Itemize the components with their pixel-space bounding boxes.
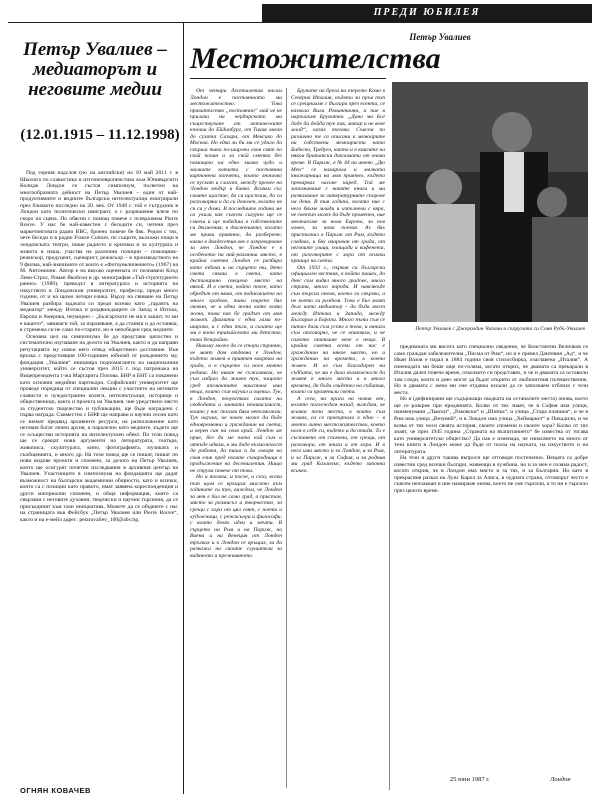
section-header: ПРЕДИ ЮБИЛЕЯ xyxy=(262,4,592,22)
main-column-1-paragraph: Никому може да се стори странно, че моят дом отдавна е Лондон, където живея в приятен квартал на града, а в сърцето си нося моята родина. Но никак не съжалявам, че съм избрал да живея тук, защото сред англичаните наистина има неща, които съм научил и оценил. Тук, в Лондон, почувствах силата на свободата и личната независимост, които у нас тогава бяха невъзможни. Тук научих, че човек може да бъде едновременно и гражданин на света, и верен син на своя край. Лондон ме прие, без да ме пита кой съм и откъде идвам, и ми даде възможност да работя, да пиша и да говоря на своя език пред своите сънародници в продължение на десетилетия. Нищо не струва повече от това. xyxy=(190,343,282,474)
left-article-title: Петър Увалиев – медиаторът и неговите медии xyxy=(23,39,167,100)
main-article-title: Местожителства xyxy=(190,42,441,75)
left-column-rule xyxy=(183,22,184,794)
main-column-1-paragraph: Но и тогава, и после, и сега, всеки път щом се връщам мислено към годините си тук, виждам, че Лондон за мен е бил не само град, а пристан, място за размисъл и творчество, за срещи с хора от цял свят, с поети и художници, с режисьори и философи, с които делях идеи и мечти. В сърцето на Рим и на Париж, на Виена и на Венеция от Лондон тръгвах и в Лондон се връщах, за да разкажа на своите слушатели за видяното и преживяното. xyxy=(190,474,282,559)
article-location: Лондон xyxy=(550,776,571,783)
left-article-paragraph: Под горния надслов (но на английски) на 10 май 2011 г. в Школата по славистика и източноевропеистика към Юнивърсити Колидж Лондон се състоя симпозиум, посветен на многообразната дейност на Петър Увалиев – един от най-продуктивните и видните български интелектуалци емигрирали през близкото последно на 20. век. От 1948 г. той е сътрудник в Лондон като политически имигрант, а с разрешение влезе по скоро на сцена. По обясни с помощ повече с псевдонима Pierre Rouve. У нас бе най-известен с беседите си, четени през маркетинговата радио BBC, броено повече бе бяк. Редом с тях, чете беседи и в радио France Culture, по същите, възложи пощи в лондонската театри, пише радиото и критики и за културата и живота в наша, участва на различни позиции – помощник-режисьор, продуцент, сценарист, режисьор – в производството на 9 филма, най-значимите от които е «Фотоувеличението» (1967) на М. Антониони. Автор е на високо оценената от познавачи Клод Леви-Строс, Роман Якобсон и др. монография «Тъй-структурното ранно» (1980), преводът в литературата и историята на изкуството в Лондонския университет, професор, преди много години, от и на щомо четири езика. Върху на свиване на Петър Увалиев разбира задачата си преди всичко като „гарантъ на медиатор“ между Изтока и раздвиждащите се Запад и Изтока, Европа и Америка, неуморно – „Българското не ми е зашит, то ми е вашето“, завинаги той, за изразяване, а да станеш и да останеш, в стремежа си не само по-старите, но и непобеден сред медиите. xyxy=(20,170,178,334)
main-column-2-paragraph: Брунате на брега на езерото Комо в Северна Италия, където за пръв път се срещнахме с българи през есента, се казвала Вила Романтична, а ние я наричахме Брунатея. „Дано ми Бог даде да дойда тук пак, макар и не вече млад“, казах тогава. Съвсем по различно те са описани в мемоарите на собствени мемоаристи като Бибеско, Тредуел, както и в книгите на някои британски дипломати от онова време. В Париж, в № 44 на авеню „Дю Мен“ се намирала и малката книжарница на моя приятел, където прекарвах часове наред. Той ме запознаваше с новите книги и ми разказваше за литературните спорове на деня. В тия години, когато ние с него бяхме млади и изпълнени с вяра, че светът може да бъде променен, ние мечтаехме за нова Европа, за нов човек, за нова поезия. Аз бях пристигнал в Париж от Рим, където следвах, и бях очарован от града, от неговите улици, площади и кафенета, от разговорите с хора от всички краища на света. xyxy=(291,88,385,265)
main-article-byline: Петър Увалиев xyxy=(409,32,471,42)
left-article-paragraph: Основна цел на симпозиума бе да представи цялостно и систематично изучаване на делото на Увалиев, както и да направи репутацията му извън него отвъд обществено достояние. Във връзка с предстоящия 100-годишен юбилей от рождението му, фондация „Увалиев“ инициира подпомагането на националния университет, който се състоя през 2015 г. под патронажа на Вицепрезидента г-жа Маргарита Попова. БНР и БНТ са поканени като основни медийни партньори. Софийският университет ще проведе поредица от специални лекции с участието на неговите слависти и чуждестранни колеги, интелектуалци, историци и общественици, както и проекта на Увалиев, чие уредствено място за студентско творчество и публикации, ще бъде наградено с първа награда. Съвместно с БНФ ще направи и научни сесии като се вземат предвид архивните ресурси, на разположение като неговия богат личен архив, и паралелно като медиите, където ще се осъществи историята на интелектуален обект. По този повод ще се срещат нови аргументи на литературата, театъра, живописа, скулптурата, кино, фотографията, музиката и съобщенията, и много др. На този повод ще се пишат, пишат по нови видове проекти и спомени, за делото на Петър Увалиев, които ще осигурят почетни изследвания в архивния център на Увалиев. Участниците в симпозиума на фондацията ще дадат възможност на български академични общности, като и всички, които са с позиции като правото, имат заявена кореспонденция и други материални спомени, и обща информация, които са свързани с неговите духовни, творчески и научни търсения, да се присъединят към тази инициатива. Можете да се обърнете с нас на страницата във Фейсбук „Петър Увалиев или Pierre Rouve“, както и на е-мейл адрес: petaruvaliev_100@abv.bg. xyxy=(20,333,178,523)
main-column-3-paragraph: Но и (дефинирани ще съдържащи сводката на останалите места) онова, което ще се разкрие при преданията. Колко от тях знаят, че в София има улици, наименувани „Лъвски“, „Раковски“ и „Шипка“, и улица „Стара планина“, и че в Рим има улица „Везувий“, и в Лондон има улица „Хеймаркет“ и Пикадили, и че всяка от тях носи своята история, своите спомени и своите хора? Колко от тях знаят, че през 1945 година „Страната на възпитанието“ бе известна от тогава като университетско общество? Да пак е изненада, че изнасянето на много от тези книги в Лондон може да бъде от полза на науката, на изкуството и на литературата. xyxy=(394,396,588,455)
photo-caption: Петър Увалиев с Джералдин Чаплин и съпругата си Соня Рубъ-Увалиев xyxy=(415,326,585,332)
main-column-1-paragraph: От четири десетилетия насам Лондон е постоянното ми местожителство. Това правителство „постоянно“ май че не прилича на чердарското ми съществуване от актическите юноши до Ейдинбург, от Тихия океан до сухата Сахара, от Мексико до Москва. Но едва ли би ми се удало да свърша така по-широки своя свят по свой почин и за свой сметка без помощта на едно малко чудо и малките копчета с постоянни картонени копчета, които мъничко се пускат и слагат, между прочее на Лондон мъдър и бавно. Всички със своите щастие, да си щастлив, да си разговаряш и да си доволен, когато не си си у дома. В последните години ме са учили как съвсем сигурно ще се смееш и ще победиш в собствените си движения, в движението, когато ме прави приятно, да разберете, какво в двадесетия век е изпреварване за мен Лондон, че Лондон е в особеното на най-различна място, в крайна сметка Лондон се разбира като ездачи и на сърцето ти, дето свети сякаш в света, като дестилирано свещено място на някой. И в света, който поеле, като обредът от няма, от подножието на много градове, така свирепо бях окован, че и една жена като всяка жена, това пак бе градът от моя живот. Двамата с една гама по-широка, и с една тъга, и силата ще ми е като тракийското ми детство, така безкрайно. xyxy=(190,88,282,343)
left-article-author: ОГНЯН КОВАЧЕВ xyxy=(20,786,91,795)
main-article-column-2 xyxy=(291,88,385,792)
photo-icon xyxy=(392,82,588,322)
photo xyxy=(392,82,588,322)
main-article-column-3 xyxy=(394,344,588,770)
column-rule-2 xyxy=(389,340,390,790)
left-article-body xyxy=(20,170,178,780)
column-rule-1 xyxy=(286,88,287,788)
article-date: 25 юни 1987 г. xyxy=(450,776,490,783)
main-article-column-1 xyxy=(190,88,282,792)
main-column-3-paragraph: На тези и други такива въпроси ще отговоря постепенно. Нещата са добре известни сред всички българи, живеещи в чужбина, но и за мен е голяма радост, когато открия, че в Лондон има място и за тях, и за България. Но като в прекрасния разказ на Луис Карол за Алиса, в чудната страна, отговорът често е съвсем неочакван и ние намираме онова, което не сме търсили, а то ни е търсило през цялото време. xyxy=(394,455,588,495)
title-rule xyxy=(190,78,386,79)
main-column-2-paragraph: А сега, на прага на новия век, когато поглеждам назад, виждам, че всички тези места, в които съм живял, са се превърнали в едно – в моето лично местожителство, което нося в себе си, където и да отида. То е съставено от спомени, от срещи, от разговори, от книги и от хора. И в него има място и за Лондон, и за Рим, и за Париж, и за София, и за родния ми град Казанлък, където започна всичко. xyxy=(291,395,385,474)
top-rule xyxy=(8,22,592,23)
main-column-2-paragraph: От 1933 г., първия си български официален вестник, в който пишех, до днес съм видял много градове, много страни, много народи. И навсякъде съм търсил онова, което ги свързва, а не което ги разделя. Това е бил моят дълг като медиатор – да бъда мост между Изтока и Запада, между България и Европа. Много пъти съм се питал дали съм успял в това, и винаги съм отговарял, че се опитвам, и че самото опитване вече е нещо. В крайна сметка всеки от нас е гражданин на някое място, но и гражданин на времето, в което живее. И аз съм благодарен на съдбата, че ми е дала възможност да живея в много места и в много времена, да бъда свидетел на събития, които са променили света. xyxy=(291,264,385,396)
main-column-3-paragraph: предимната ми висота като специално сведение, че Константин Величков се само граждан забележителна „Писма от Рим“, но и е превел Дантевия „Ад“, и че Иван Вазов е издал в 1884 година своя стихосбирка, озаглавена „Италия“. А изненадата ми беше още по-голяма, когато открих, че двамата са прекарали в Италия далеч повече време, отколкото си представях, и че и двамата са оставили там следи, които и днес могат да бъдат открити от любопитния пътешественик. Но и двамата с жена ми сме отдавна искали да се запознаем отблизо с тези места. xyxy=(394,344,588,396)
left-article-dates: (12.01.1915 – 11.12.1998) xyxy=(20,127,180,143)
